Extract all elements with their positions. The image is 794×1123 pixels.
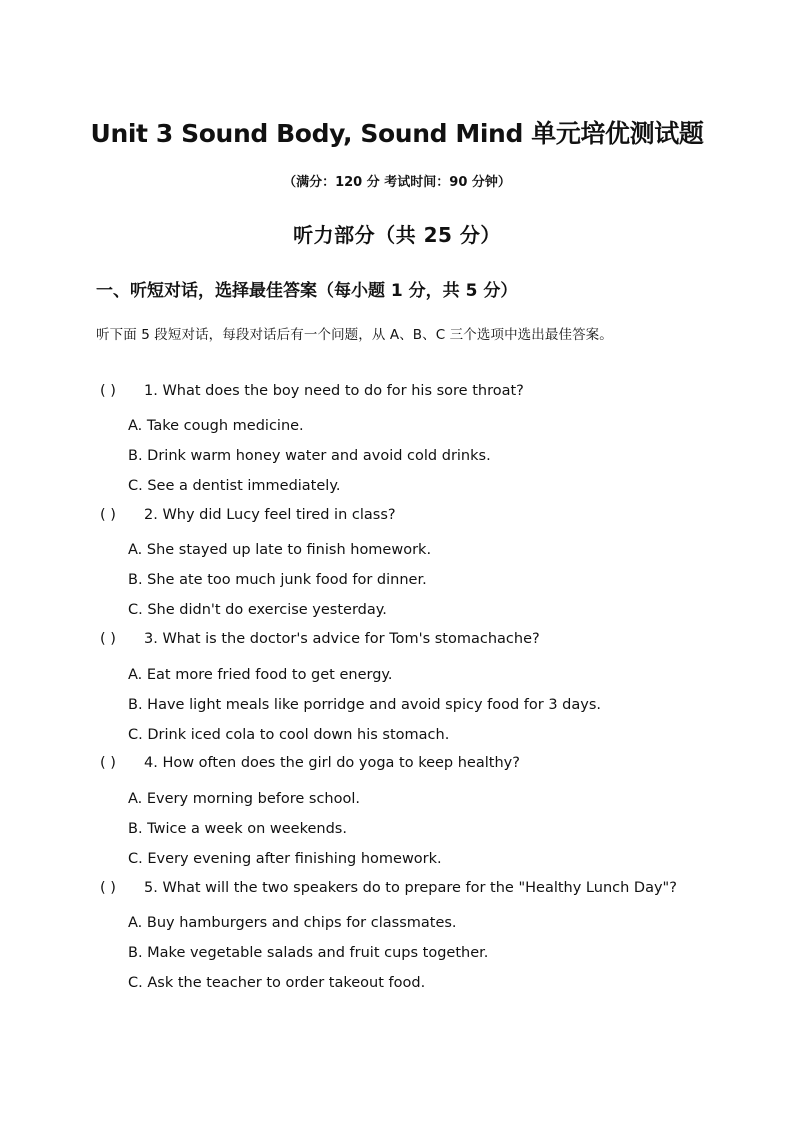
question-3 bbox=[100, 629, 540, 649]
answer-bracket[interactable]: ( ) bbox=[100, 507, 116, 523]
answer-bracket[interactable]: ( ) bbox=[100, 880, 116, 896]
question-1-option-b: B. Drink warm honey water and avoid cold drinks. bbox=[128, 448, 491, 464]
question-5-option-a: A. Buy hamburgers and chips for classmates. bbox=[128, 915, 457, 931]
question-1-option-c: C. See a dentist immediately. bbox=[128, 478, 341, 494]
question-4 bbox=[100, 753, 520, 773]
question-2-option-b: B. She ate too much junk food for dinner. bbox=[128, 572, 427, 588]
section-one-heading: 一、听短对话，选择最佳答案（每小题 1 分，共 5 分） bbox=[96, 281, 518, 301]
question-text: 5. What will the two speakers do to prepare for the "Healthy Lunch Day"? bbox=[144, 880, 677, 896]
exam-score-time: （满分：120 分 考试时间：90 分钟） bbox=[283, 175, 511, 190]
question-2-option-c: C. She didn't do exercise yesterday. bbox=[128, 602, 387, 618]
question-1-option-a: A. Take cough medicine. bbox=[128, 418, 304, 434]
question-1 bbox=[100, 381, 524, 401]
question-5-option-b: B. Make vegetable salads and fruit cups together. bbox=[128, 945, 489, 961]
question-2 bbox=[100, 505, 396, 525]
question-text: 3. What is the doctor's advice for Tom's stomachache? bbox=[144, 631, 540, 647]
question-text: 2. Why did Lucy feel tired in class? bbox=[144, 507, 396, 523]
answer-bracket[interactable]: ( ) bbox=[100, 631, 116, 647]
question-text: 4. How often does the girl do yoga to keep healthy? bbox=[144, 755, 520, 771]
answer-bracket[interactable]: ( ) bbox=[100, 383, 116, 399]
answer-bracket[interactable]: ( ) bbox=[100, 755, 116, 771]
question-2-option-a: A. She stayed up late to finish homework. bbox=[128, 542, 432, 558]
question-text: 1. What does the boy need to do for his sore throat? bbox=[144, 383, 524, 399]
question-3-option-c: C. Drink iced cola to cool down his stomach. bbox=[128, 727, 450, 743]
question-4-option-b: B. Twice a week on weekends. bbox=[128, 821, 347, 837]
listening-part-heading: 听力部分（共 25 分） bbox=[293, 223, 501, 247]
exam-title: Unit 3 Sound Body, Sound Mind 单元培优测试题 bbox=[90, 119, 704, 148]
question-3-option-b: B. Have light meals like porridge and avoid spicy food for 3 days. bbox=[128, 697, 602, 713]
question-3-option-a: A. Eat more fried food to get energy. bbox=[128, 667, 393, 683]
question-5 bbox=[100, 878, 677, 898]
question-5-option-c: C. Ask the teacher to order takeout food. bbox=[128, 975, 426, 991]
question-4-option-a: A. Every morning before school. bbox=[128, 791, 360, 807]
section-instructions: 听下面 5 段短对话，每段对话后有一个问题，从 A、B、C 三个选项中选出最佳答案。 bbox=[96, 327, 613, 343]
question-4-option-c: C. Every evening after finishing homework. bbox=[128, 851, 442, 867]
